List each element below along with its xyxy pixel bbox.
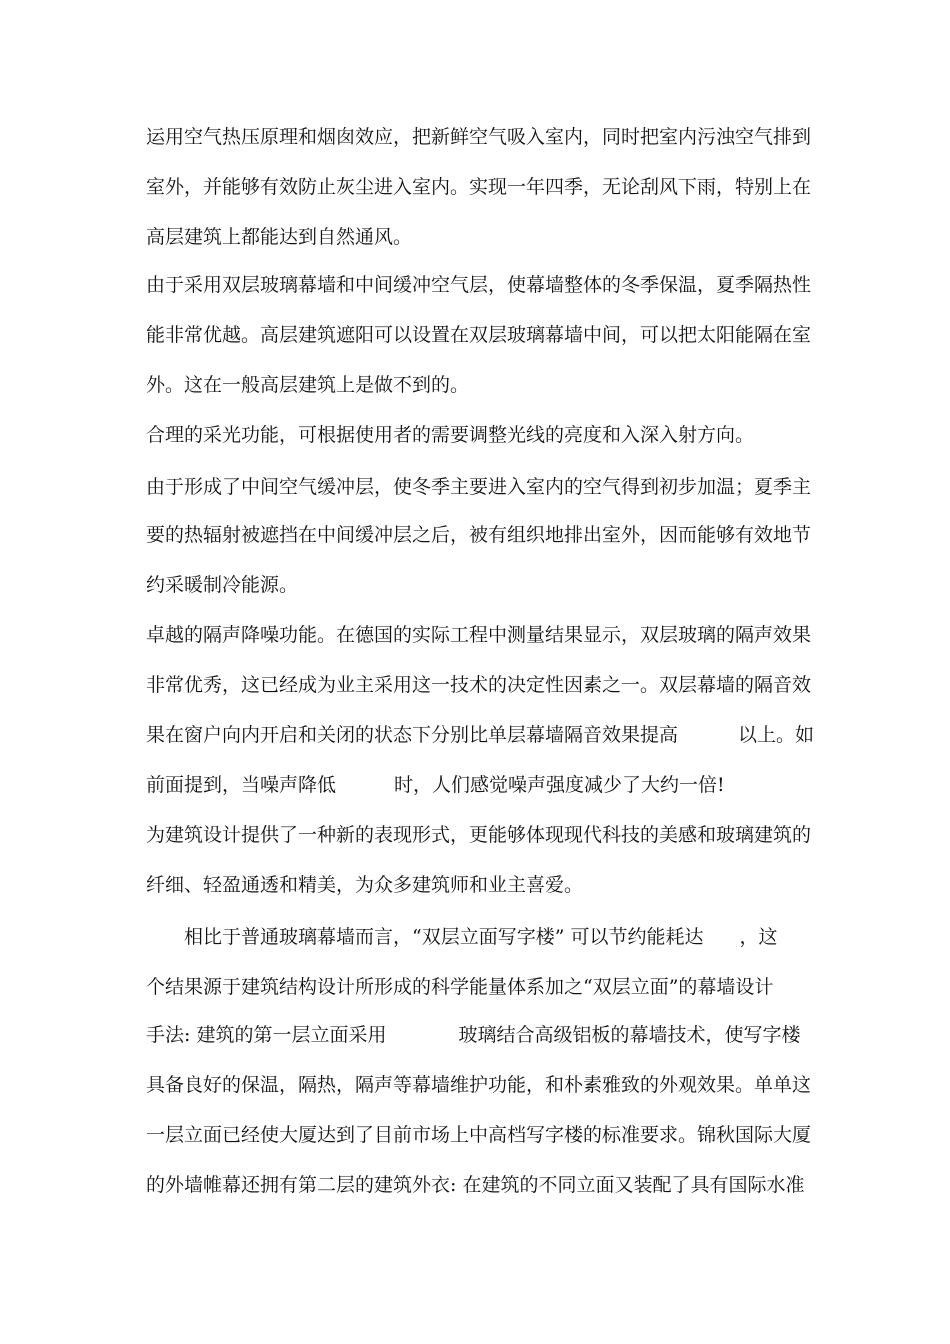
text-line: 一层立面已经使大厦达到了目前市场上中高档写字楼的标准要求。锦秋国际大厦 xyxy=(146,1124,812,1146)
text-segment: 手法: 建筑的第一层立面采用 xyxy=(146,1024,387,1046)
text-line: 的外墙帷幕还拥有第二层的建筑外衣: 在建筑的不同立面又装配了具有国际水准 xyxy=(146,1174,805,1196)
text-line xyxy=(146,772,816,798)
text-segment: 果在窗户向内开启和关闭的状态下分别比单层幕墙隔音效果提高 xyxy=(146,724,679,746)
text-line: 约采暖制冷能源。 xyxy=(146,574,299,596)
text-segment: 前面提到，当噪声降低 xyxy=(146,774,337,796)
text-line: 非常优秀，这已经成为业主采用这一技术的决定性因素之一。双层幕墙的隔音效 xyxy=(146,674,812,696)
text-line: 个结果源于建筑结构设计所形成的科学能量体系加之“双层立面”的幕墙设计 xyxy=(146,976,774,998)
text-line: 卓越的隔声降噪功能。在德国的实际工程中测量结果显示，双层玻璃的隔声效果 xyxy=(146,624,812,646)
text-line xyxy=(184,924,816,950)
text-segment: 时，人们感觉噪声强度减少了大约一倍! xyxy=(394,774,725,796)
text-segment: 相比于普通玻璃幕墙而言，“双层立面写字楼” 可以节约能耗达 xyxy=(184,926,704,948)
text-line: 由于采用双层玻璃幕墙和中间缓冲空气层，使幕墙整体的冬季保温，夏季隔热性 xyxy=(146,274,812,296)
text-line: 为建筑设计提供了一种新的表现形式，更能够体现现代科技的美感和玻璃建筑的 xyxy=(146,824,812,846)
text-line xyxy=(146,722,816,748)
text-line: 能非常优越。高层建筑遮阳可以设置在双层玻璃幕墙中间，可以把太阳能隔在室 xyxy=(146,324,812,346)
text-segment: 以上。如 xyxy=(738,724,815,746)
text-line: 合理的采光功能，可根据使用者的需要调整光线的亮度和入深入射方向。 xyxy=(146,424,755,446)
text-line: 纤细、轻盈通透和精美，为众多建筑师和业主喜爱。 xyxy=(146,874,584,896)
text-line: 要的热辐射被遮挡在中间缓冲层之后，被有组织地排出室外，因而能够有效地节 xyxy=(146,524,812,546)
text-segment: 玻璃结合高级铝板的幕墙技术，使写字楼 xyxy=(458,1024,801,1046)
text-line xyxy=(146,1022,816,1048)
text-line: 由于形成了中间空气缓冲层，使冬季主要进入室内的空气得到初步加温；夏季主 xyxy=(146,476,812,498)
text-segment: ，这 xyxy=(739,926,778,948)
text-line: 运用空气热压原理和烟囱效应，把新鲜空气吸入室内，同时把室内污浊空气排到 xyxy=(146,126,812,148)
text-line: 具备良好的保温，隔热，隔声等幕墙维护功能，和朴素雅致的外观效果。单单这 xyxy=(146,1074,812,1096)
text-line: 外。这在一般高层建筑上是做不到的。 xyxy=(146,374,470,396)
text-line: 高层建筑上都能达到自然通风。 xyxy=(146,226,413,248)
text-line: 室外，并能够有效防止灰尘进入室内。实现一年四季，无论刮风下雨，特别上在 xyxy=(146,176,812,198)
